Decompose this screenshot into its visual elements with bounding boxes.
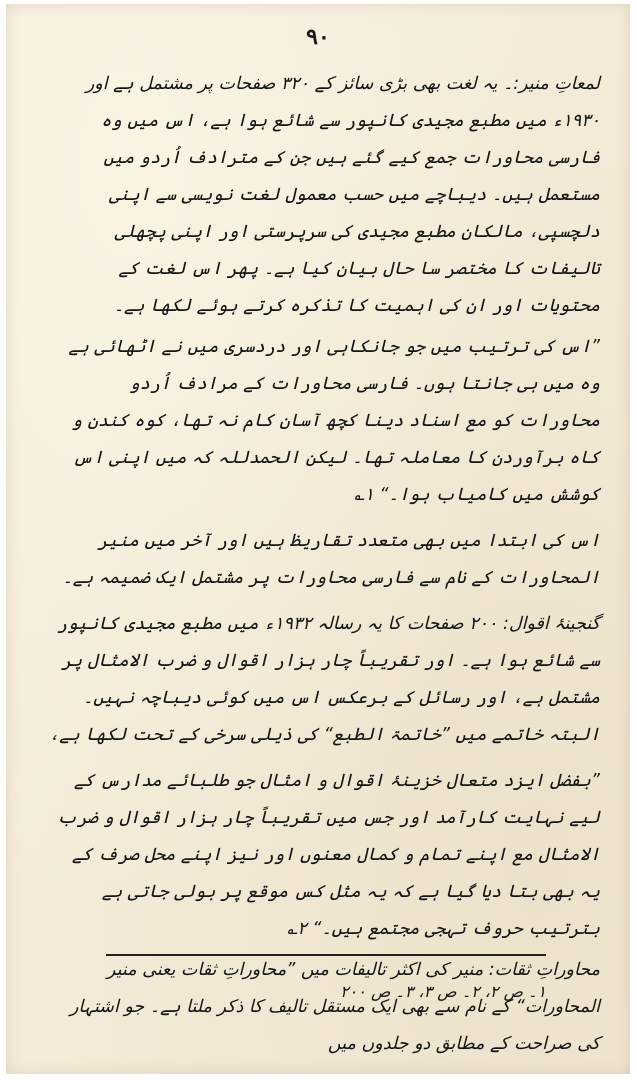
paragraph-ganjina-e-aqwal: گنجینۂ اقوال: ۲۰۰ صفحات کا یہ رسالہ ۱۹۳۲ء میں مطبع مجیدی کانپور سے شائع ہوا ہے۔ اور تقریباً چار ہزار اقوال و ضرب الامثال پر مشتمل ہے، اور رسائل کے برعکس اس میں کوئی دیباچہ نہیں۔ البتہ خاتمے میں ”خاتمۃ الطبع“ کی ذیلی سرخی کے تحت لکھا ہے، bbox=[48, 614, 600, 745]
footnotes: ۱۔ ص ۲، ۲۔ ص ۳، ۳۔ ص ۲۰۰ bbox=[340, 982, 546, 1001]
book-page bbox=[6, 4, 630, 1074]
paragraph-appendix-note: اس کی ابتدا میں بھی متعدد تقاریظ ہیں اور آخر میں منیر المحاورات کے نام سے فارسی محاورات پر مشتمل ایک ضمیمہ ہے۔ bbox=[62, 531, 600, 588]
footnote-divider bbox=[106, 954, 546, 956]
page-number: ۹۰ bbox=[306, 24, 330, 50]
quote-khatimat-ut-taba: ”بفضل ایزد متعال خزینۂ اقوال و امثال جو طلبائے مدارس کے لیے نہایت کارآمد اور جس میں تقریباً چار ہزار اقوال و ضرب الامثال مع اپنے تمام و کمال معنوں اور نیز اپنے محل صرف کے یہ بھی بتا دیا گیا ہے کہ یہ مثل کس موقع پر بولی جاتی ہے بترتیب حروف تہجی مجتمع ہیں۔“ ۲؎ bbox=[56, 771, 600, 939]
quote-author-preface: ”اس کی ترتیب میں جو جانکاہی اور دردسری میں نے اٹھائی ہے وہ میں ہی جانتا ہوں۔ فارسی محاورات کے مرادف اُردو محاورات کو مع اسناد دینا کچھ آسان کام نہ تھا، کوہ کندن و کاہ برآوردن کا معاملہ تھا۔ لیکن الحمدللہ کہ میں اپنی اس کوشش میں کامیاب ہوا۔“ ۱؎ bbox=[68, 337, 600, 505]
paragraph-lamaat-e-munir: لمعاتِ منیر:۔ یہ لغت بھی بڑی سائز کے ۳۲۰ صفحات پر مشتمل ہے اور ۱۹۳۰ء میں مطبع مجیدی کانپور سے شائع ہوا ہے، اس میں وہ فارسی محاورات جمع کیے گئے ہیں جن کے مترادف اُردو میں مستعمل ہیں۔ دیباچے میں حسب معمول لغت نویسی سے اپنی دلچسپی، مالکان مطبع مجیدی کی سرپرستی اور اپنی پچھلی تالیفات کا مختصر سا حال بیان کیا ہے۔ پھر اس لغت کے محتویات اور ان کی اہمیت کا تذکرہ کرتے ہوئے لکھا ہے۔ bbox=[85, 74, 600, 316]
page-body bbox=[46, 66, 600, 1063]
paragraph-muhawarat-e-siqat: محاوراتِ ثقات: منیر کی اکثر تالیفات میں ”محاوراتِ ثقات یعنی منیر المحاورات“ کے نام سے بھی ایک مستقل تالیف کا ذکر ملتا ہے۔ جو اشتہار کی صراحت کے مطابق دو جلدوں میں bbox=[69, 960, 600, 1054]
